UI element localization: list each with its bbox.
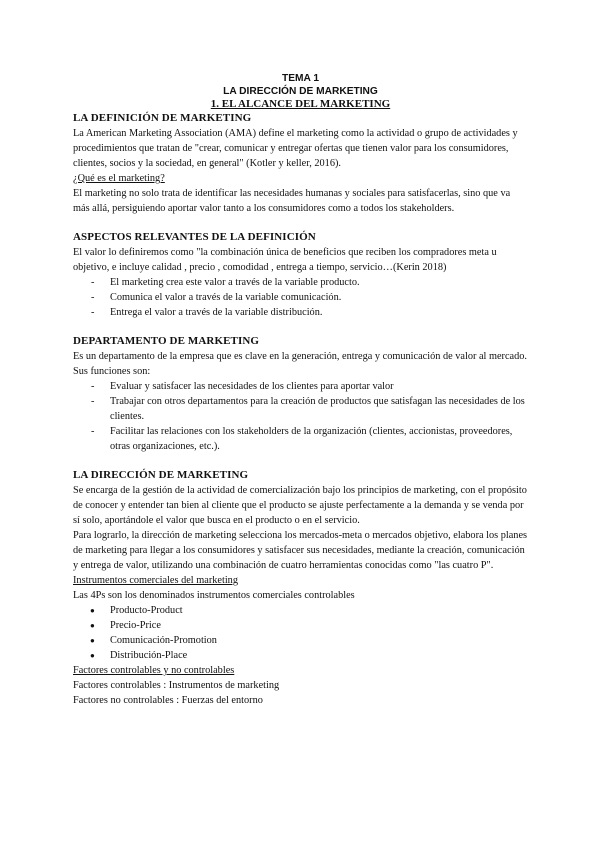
subheading-factores: Factores controlables y no controlables	[73, 665, 235, 676]
heading-definicion: LA DEFINICIÓN DE MARKETING	[73, 112, 252, 124]
list-4ps	[73, 603, 528, 663]
paragraph-4ps: Las 4Ps son los denominados instrumentos comerciales controlables	[73, 590, 355, 601]
list-funciones	[73, 379, 528, 454]
heading-departamento: DEPARTAMENTO DE MARKETING	[73, 335, 260, 347]
heading-aspectos: ASPECTOS RELEVANTES DE LA DEFINICIÓN	[73, 231, 316, 243]
section-subtitle: 1. EL ALCANCE DEL MARKETING	[210, 98, 391, 110]
heading-direccion: LA DIRECCIÓN DE MARKETING	[73, 469, 249, 481]
list-item: - Trabajar con otros departamentos para la creación de productos que satisfagan las necesidades de los clientes.	[73, 394, 528, 424]
subheading-instrumentos: Instrumentos comerciales del marketing	[73, 575, 238, 586]
tema-label: TEMA 1	[282, 73, 319, 84]
paragraph-ama: La American Marketing Association (AMA) define el marketing como la actividad o grupo de actividades y procedimientos que tratan de "crear, comunicar y entregar ofertas que tienen valor para los consumidores, clientes, socios y la sociedad, en general" (Kotler y keller, 2016).	[73, 128, 518, 169]
list-item: - Entrega el valor a través de la variable distribución.	[73, 305, 528, 320]
paragraph-gestion: Se encarga de la gestión de la actividad de comercialización bajo los principios de marketing, con el propósito de conocer y entender tan bien al cliente que el producto se ajuste perfectamente a la demanda y se venda por sí solo, aportándole el valor que busca en el producto o en el servicio.	[73, 485, 527, 526]
paragraph-lograrlo: Para lograrlo, la dirección de marketing selecciona los mercados-meta o mercados objetivo, elabora los planes de marketing para llegar a los consumidores y satisfacer sus necesidades, mediante la creación, comunicación y entrega de valor, utilizando una combinación de cuatro herramientas conocidas como "las cuatro P".	[73, 530, 528, 571]
list-item: ● Precio-Price	[73, 618, 528, 633]
paragraph-controlables: Factores controlables : Instrumentos de marketing	[73, 680, 280, 691]
list-item: ● Distribución-Place	[73, 648, 528, 663]
doc-title: LA DIRECCIÓN DE MARKETING	[223, 86, 378, 97]
question-que-es: ¿Qué es el marketing?	[73, 173, 165, 184]
list-item: - El marketing crea este valor a través de la variable producto.	[73, 275, 528, 290]
paragraph-marketing: El marketing no solo trata de identificar las necesidades humanas y sociales para satisfacerlas, sino que va más allá, persiguiendo aportar valor tanto a los consumidores como a todos los stakeholders.	[73, 188, 511, 214]
document-page	[73, 72, 528, 708]
list-item: ● Producto-Product	[73, 603, 528, 618]
paragraph-funciones: Sus funciones son:	[73, 366, 151, 377]
list-item: - Evaluar y satisfacer las necesidades de los clientes para aportar valor	[73, 379, 528, 394]
list-item: - Comunica el valor a través de la variable comunicación.	[73, 290, 528, 305]
list-valor	[73, 275, 528, 320]
paragraph-no-controlables: Factores no controlables : Fuerzas del entorno	[73, 695, 263, 706]
paragraph-departamento: Es un departamento de la empresa que es clave en la generación, entrega y comunicación de valor al mercado.	[73, 351, 527, 362]
paragraph-valor: El valor lo definiremos como "la combinación única de beneficios que reciben los compradores meta u objetivo, e incluye calidad , precio , comodidad , entrega a tiempo, servicio…(Kerin 2018)	[73, 247, 497, 273]
list-item: ● Comunicación-Promotion	[73, 633, 528, 648]
list-item: - Facilitar las relaciones con los stakeholders de la organización (clientes, accionistas, proveedores, otras organizaciones, etc.).	[73, 424, 528, 454]
